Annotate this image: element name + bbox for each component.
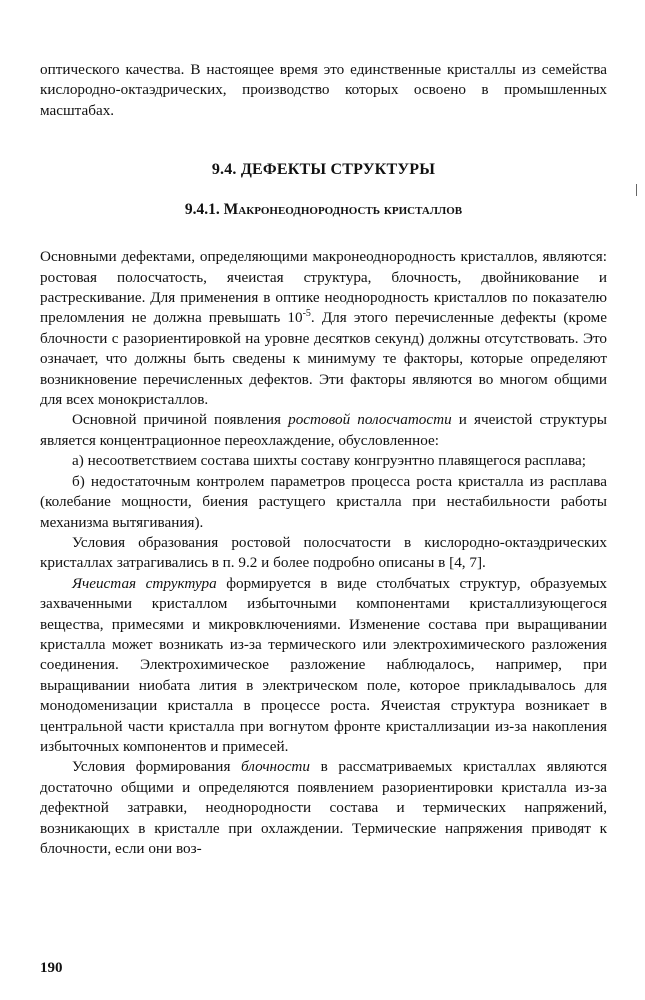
paragraph-defects-overview <box>40 247 607 410</box>
list-item-a: а) несоответствием состава шихты составу конгруэнтно плавящегося расплава; <box>72 452 586 470</box>
exponent: -5 <box>302 308 311 320</box>
list-item-b: б) недостаточным контролем параметров процесса роста кристалла из расплава (колебание мощности, биения растущего кристалла при нестабильности работы механизма вытягивания). <box>40 472 607 531</box>
paragraph-causes <box>40 410 607 451</box>
paragraph-blockiness <box>40 757 607 859</box>
section-title: 9.4. ДЕФЕКТЫ СТРУКТУРЫ <box>211 161 436 179</box>
term-blockiness: блочности <box>241 758 310 776</box>
paragraph-2-text-b: и ячеистой структуры является концентрационное переохлаждение, обусловленное: <box>40 411 608 449</box>
paragraph-2-text-a: Основной причиной появления <box>72 411 289 429</box>
paragraph-cellular-structure <box>40 574 607 758</box>
margin-mark <box>636 184 637 196</box>
paragraph-striation-conditions: Условия образования ростовой полосчатости в кислородно-октаэдрических кристаллах затрагивались в п. 9.2 и более подробно описаны в [4, 7]. <box>40 533 607 572</box>
paragraph-5-text-a: Условия формирования <box>72 758 242 776</box>
term-cellular-structure: Ячеистая структура <box>72 574 217 592</box>
page-number: 190 <box>40 960 63 976</box>
paragraph-5-text-b: в рассматриваемых кристаллах являются достаточно общими и определяются появлением разориентировки кристалла из-за дефектной затравки, неоднородности состава и термических напряжений, возникающих в кристалле при охлаждении. Термические напряжения приводят к блочности, если они воз- <box>40 758 607 857</box>
term-growth-striation: ростовой полосчатости <box>288 411 452 429</box>
paragraph-1-text-a: Основными дефектами, определяющими макронеоднородность кристаллов, являются: ростовая полосчатость, ячеистая структура, блочность, двойникование и растрескивание. Для применения в оптике неоднородность кристаллов по показателю преломления не должна превышать 10 <box>40 248 607 327</box>
intro-paragraph: оптического качества. В настоящее время это единственные кристаллы из семейства кислородно-октаэдрических, производство которых освоено в промышленных масштабах. <box>40 61 607 119</box>
subsection-title: 9.4.1. Макронеоднородность кристаллов <box>184 201 463 219</box>
paragraph-1-text-b: . Для этого перечисленные дефекты (кроме блочности с разориентировкой на уровне десятков секунд) должны отсутствовать. Это означает, что должны быть сведены к минимуму те факторы, которые определяют возникновение перечисленных дефектов. Эти факторы являются во многом общими для всех монокристаллов. <box>40 309 608 409</box>
paragraph-4-text: формируется в виде столбчатых структур, образуемых захваченными кристаллом избыточными компонентами кристаллизующегося вещества, примесями и микровключениями. Изменение состава при выращивании кристалла может возникать из-за термического или электрохимического разложения соединения. Электрохимическое разложение наблюдалось, например, при выращивании ниобата лития в электрическом поле, которое прикладывалось для монодоменизации кристалла в процессе роста. Ячеистая структура возникает в центральной части кристалла при вогнутом фронте кристаллизации из-за накопления избыточных компонентов и примесей. <box>40 574 607 755</box>
page-body <box>40 60 607 859</box>
